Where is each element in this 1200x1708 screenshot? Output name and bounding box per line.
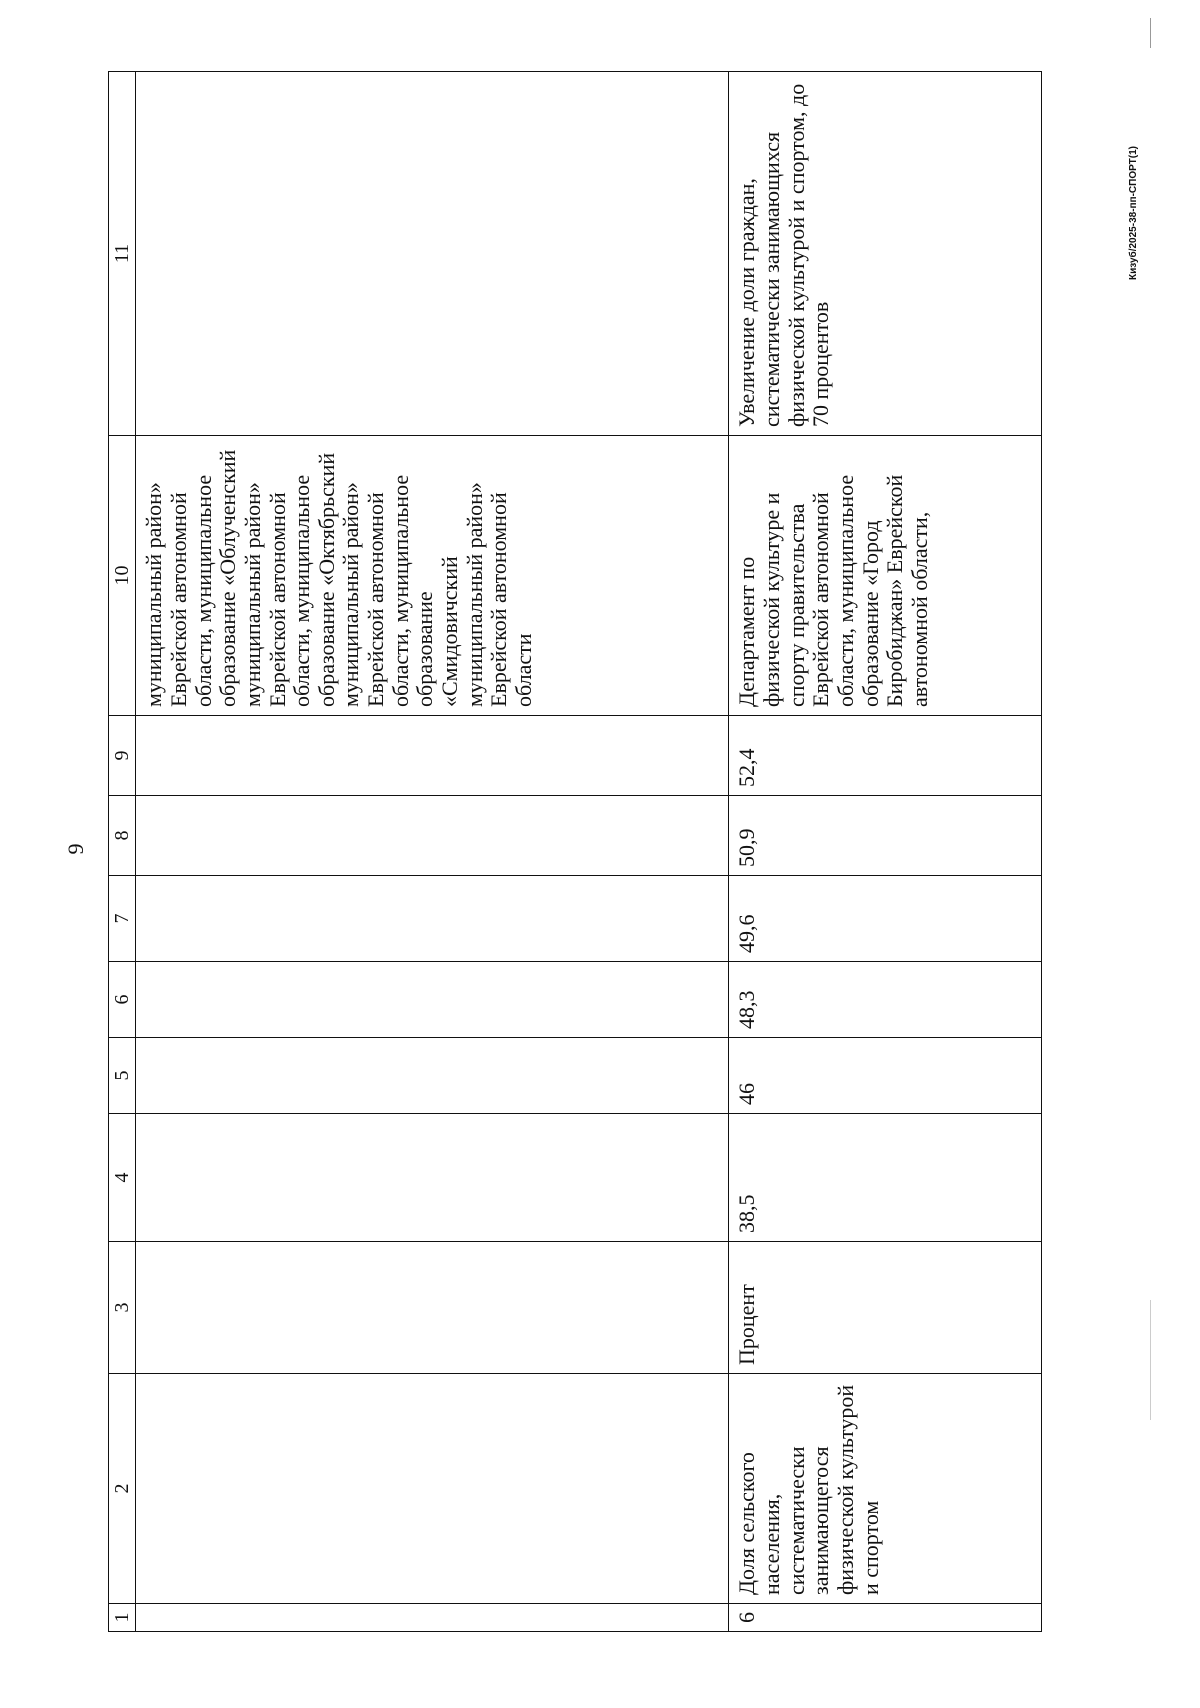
cell-value: 52,4 — [729, 716, 1042, 796]
cell-responsible: Департамент по физической культуре и спорту правительства Еврейской автономной области, муниципальное образование «Город Биробиджан» Еврейской автономной области, — [729, 436, 1042, 716]
header-cell: 5 — [109, 1038, 136, 1114]
scan-artifact — [1150, 1300, 1151, 1420]
header-cell: 9 — [109, 716, 136, 796]
cell-value: 46 — [729, 1038, 1042, 1114]
header-cell: 8 — [109, 796, 136, 876]
table-row-6 — [729, 72, 1042, 1632]
cell-value: 48,3 — [729, 962, 1042, 1038]
header-cell: 11 — [109, 72, 136, 436]
cell-responsible: муниципальный район» Еврейской автономной области, муниципальное образование «Облученский муниципальный район» Еврейской автономной области, муниципальное образование «Октябрьский муниципальный район» Еврейской автономной области, муниципальное образование «Смидовичский муниципальный район» Еврейской автономной области — [136, 436, 729, 716]
header-cell: 4 — [109, 1114, 136, 1242]
cell-value: 49,6 — [729, 876, 1042, 962]
header-cell: 6 — [109, 962, 136, 1038]
cell-value — [136, 1114, 729, 1242]
cell-value — [136, 962, 729, 1038]
header-cell: 7 — [109, 876, 136, 962]
cell-value — [136, 716, 729, 796]
header-cell: 2 — [109, 1374, 136, 1604]
cell-unit — [136, 1242, 729, 1374]
table-row-continuation — [136, 72, 729, 1632]
cell-result: Увеличение доли граждан, систематически занимающихся физической культурой и спортом, до 70 процентов — [729, 72, 1042, 436]
header-cell: 10 — [109, 436, 136, 716]
page-number: 9 — [63, 843, 88, 855]
header-row — [109, 72, 136, 1632]
cell-value — [136, 1038, 729, 1114]
cell-value: 50,9 — [729, 796, 1042, 876]
cell-unit: Процент — [729, 1242, 1042, 1374]
indicator-table — [108, 71, 1042, 1632]
cell-value — [136, 796, 729, 876]
cell-value: 38,5 — [729, 1114, 1042, 1242]
cell-indicator — [136, 1374, 729, 1604]
cell-number — [136, 1604, 729, 1632]
cell-value — [136, 876, 729, 962]
cell-number: 6 — [729, 1604, 1042, 1632]
cell-result — [136, 72, 729, 436]
document-code: Кизуб/2025-38-пп-СПОРТ(1) — [1128, 146, 1139, 280]
scan-artifact — [1150, 18, 1151, 48]
indicator-table-rotated — [108, 72, 1026, 1632]
cell-indicator: Доля сельского населения, систематически занимающегося физической культурой и спортом — [729, 1374, 1042, 1604]
header-cell: 3 — [109, 1242, 136, 1374]
header-cell: 1 — [109, 1604, 136, 1632]
